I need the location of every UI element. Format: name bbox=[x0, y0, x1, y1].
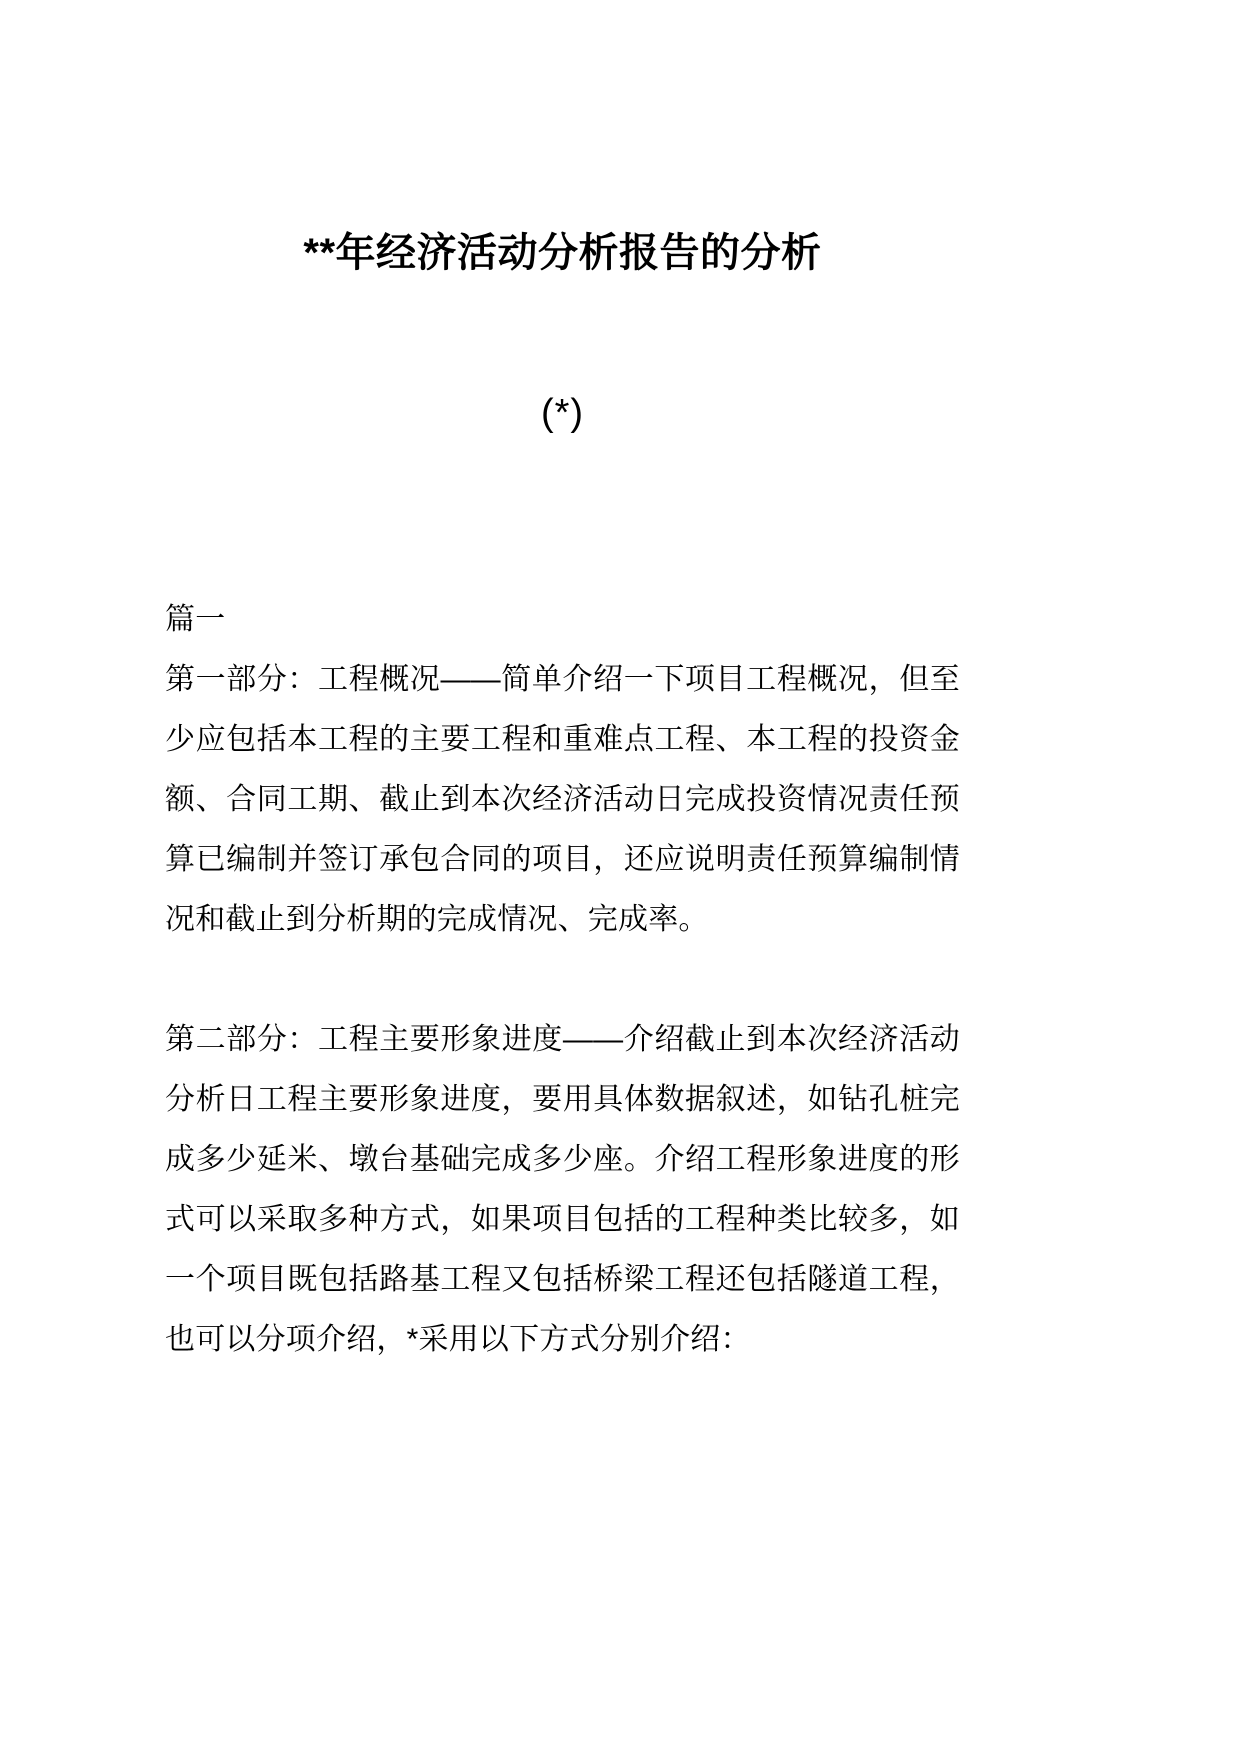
section-label: 篇一 bbox=[165, 602, 226, 636]
document-content bbox=[165, 0, 960, 1370]
document-subtitle: (*) bbox=[540, 392, 585, 434]
body-paragraph-2: 第二部分：工程主要形象进度——介绍截止到本次经济活动分析日工程主要形象进度，要用具体数据叙述，如钻孔桩完成多少延米、墩台基础完成多少座。介绍工程形象进度的形式可以采取多种方式，如果项目包括的工程种类比较多，如一个项目既包括路基工程又包括桥梁工程还包括隧道工程，也可以分项介绍，*采用以下方式分别介绍： bbox=[165, 1022, 960, 1356]
document-title: **年经济活动分析报告的分析 bbox=[303, 231, 822, 275]
document-body bbox=[165, 438, 960, 1370]
body-paragraph-1: 第一部分：工程概况——简单介绍一下项目工程概况，但至少应包括本工程的主要工程和重难点工程、本工程的投资金额、合同工期、截止到本次经济活动日完成投资情况责任预算已编制并签订承包合同的项目，还应说明责任预算编制情况和截止到分析期的完成情况、完成率。 bbox=[165, 662, 960, 936]
